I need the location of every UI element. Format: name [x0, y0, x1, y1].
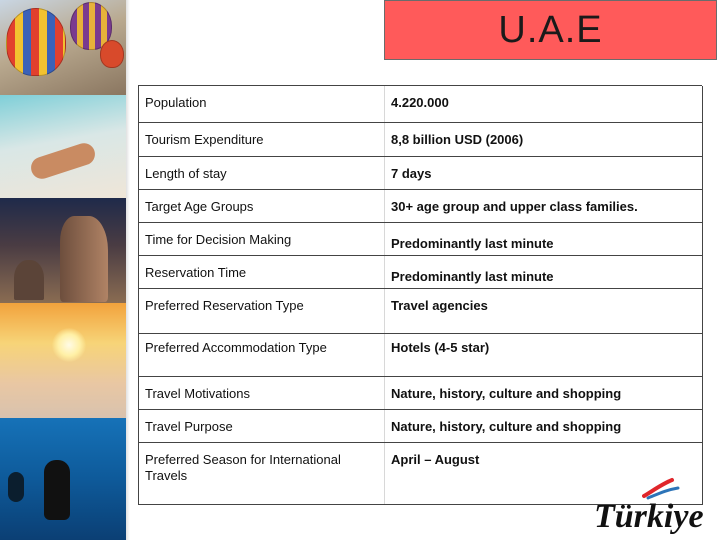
rock-statue	[14, 260, 44, 300]
photo-sunset	[0, 303, 126, 418]
table-row	[139, 256, 702, 289]
table-row	[139, 190, 702, 223]
row-value: April – August	[391, 452, 480, 467]
turkiye-logo	[590, 476, 712, 536]
row-label: Tourism Expenditure	[139, 123, 385, 156]
table-row	[139, 289, 702, 334]
table-row	[139, 410, 702, 443]
row-value: 8,8 billion USD (2006)	[391, 132, 524, 147]
photo-balloons	[0, 0, 126, 95]
row-value: Travel agencies	[391, 298, 488, 313]
row-value: Nature, history, culture and shopping	[391, 419, 622, 434]
strip-shadow	[126, 0, 130, 540]
row-value: Predominantly last minute	[391, 236, 554, 251]
rock-statue	[60, 216, 108, 302]
row-value: 7 days	[391, 166, 432, 181]
row-value: Predominantly last minute	[391, 269, 554, 284]
row-label: Preferred Season for International Travels	[139, 443, 385, 504]
table-row	[139, 223, 702, 256]
table-row	[139, 86, 702, 123]
row-label: Population	[139, 86, 385, 122]
hot-air-balloon	[100, 40, 124, 68]
row-label: Time for Decision Making	[139, 223, 385, 255]
sun-glow	[52, 328, 86, 362]
sunbather-figure	[28, 140, 98, 181]
scuba-diver	[8, 472, 24, 502]
page-title: U.A.E	[498, 8, 603, 51]
row-value: Hotels (4-5 star)	[391, 340, 490, 355]
photo-sunbather	[0, 95, 126, 198]
row-value: 4.220.000	[391, 95, 449, 110]
photo-stone-heads	[0, 198, 126, 303]
logo-wordmark: Türkiye	[594, 498, 704, 535]
row-value: Nature, history, culture and shopping	[391, 386, 622, 401]
tulip-icon	[642, 476, 682, 500]
info-table	[138, 85, 702, 505]
row-value: 30+ age group and upper class families.	[391, 199, 638, 214]
table-row	[139, 123, 702, 157]
scuba-diver	[44, 460, 70, 520]
row-label: Preferred Accommodation Type	[139, 334, 385, 376]
photo-strip	[0, 0, 126, 540]
row-label: Preferred Reservation Type	[139, 289, 385, 333]
table-row	[139, 377, 702, 410]
row-label: Reservation Time	[139, 256, 385, 288]
photo-diver	[0, 418, 126, 540]
title-banner	[384, 0, 717, 60]
hot-air-balloon	[6, 8, 66, 76]
row-label: Travel Motivations	[139, 377, 385, 409]
row-label: Travel Purpose	[139, 410, 385, 442]
table-row	[139, 334, 702, 377]
row-label: Target Age Groups	[139, 190, 385, 222]
row-label: Length of stay	[139, 157, 385, 189]
table-row	[139, 157, 702, 190]
